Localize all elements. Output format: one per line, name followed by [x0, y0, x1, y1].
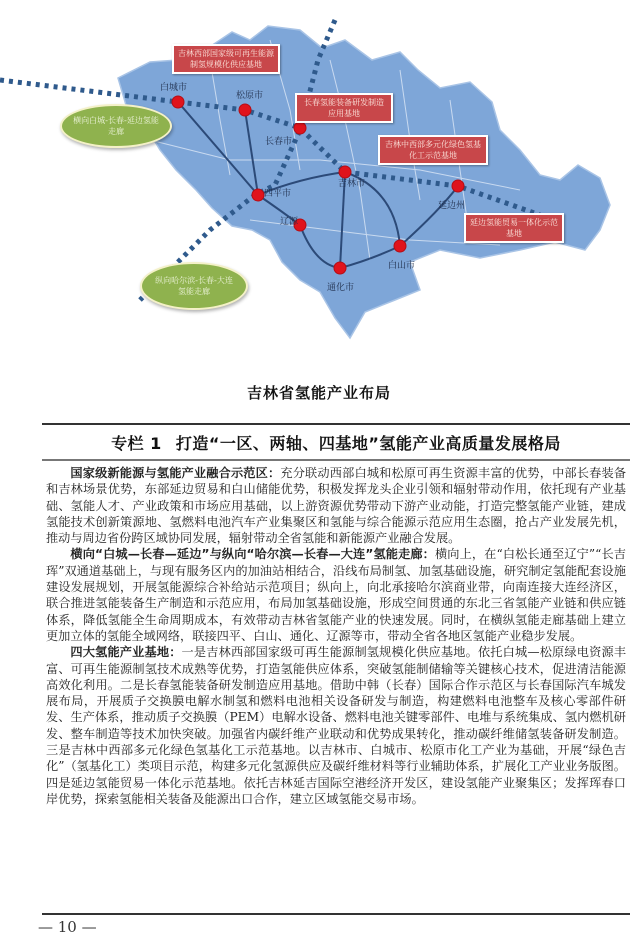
city-label-changchun: 长春市	[265, 137, 293, 147]
hydrogen-layout-map	[0, 0, 638, 370]
box-title: 打造“一区、两轴、四基地”氢能产业高质量发展格局	[175, 433, 561, 453]
paragraph-four-bases	[46, 644, 626, 807]
city-label-tonghua: 通化市	[327, 283, 355, 293]
city-label-siping: 四平市	[264, 189, 292, 199]
paragraph-text: 一是吉林西部国家级可再生能源制氢规模化供应基地。依托白城—松原绿电资源丰富、可再生能源制氢技术成熟等优势，打造氢能供应体系，突破氢能制储输等关键核心技术，促进清洁能源高效化利用。二是长春氢能装备研发制造应用基地。借助中韩（长春）国际合作示范区与长春国际汽车城发展布局，开展质子交换膜电解水制氢和燃料电池相关设备研发与制造，构建燃料电池整车及核心零部件研发、生产体系，推动质子交换膜（PEM）电解水设备、燃料电池关键零部件、电堆与系统集成、氢内燃机研发、整车制造等技术加快突破。加强省内碳纤维产业联动和优势成果转化，推动碳纤维储氢装备研发制造。三是吉林中西部多元化绿色氢基化工示范基地。以吉林市、白城市、松原市化工产业为基础，开展“绿色吉化”（氢基化工）类项目示范，构建多元化氢源供应及碳纤维材料等行业辅助体系，扩展化工产业业务版图。四是延边氢能贸易一体化示范基地。依托吉林延吉国际空港经济开发区，建设氢能产业聚集区；发挥珲春口岸优势，探索氢能相关装备及能源出口合作，建立区域氢能交易市场。	[46, 645, 627, 806]
paragraph-lead: 国家级新能源与氢能产业融合示范区：	[70, 466, 281, 480]
box-header	[42, 425, 630, 461]
city-label-liaoyuan: 辽源	[280, 217, 299, 227]
corridor-vertical-ellipse: 纵向哈尔滨-长春-大连氢能走廊	[140, 262, 248, 310]
figure-caption: 吉林省氢能产业布局	[246, 384, 391, 402]
callout-changchun-base: 长春氢能装备研发制造应用基地	[295, 93, 393, 123]
paragraph-demo-zone	[46, 465, 626, 546]
callout-yanbian-base: 延边氢能贸易一体化示范基地	[464, 213, 564, 243]
jilin-province-map-graphic	[0, 0, 638, 370]
city-label-jilin: 吉林市	[338, 179, 366, 189]
paragraph-text: 充分联动西部白城和松原可再生资源丰富的优势，中部长春装备和吉林场景优势，东部延边贸易和白山储能优势，积极发挥龙头企业引领和辐射带动作用，依托现有产业基础、氢能人才、产业政策和市场应用基础，以上游资源优势带动下游产业动能，打造完整氢能产业链，建成氢能技术创新策源地、氢燃料电池汽车产业集聚区和氢能与综合能源示范应用生态圈，抢占产业发展先机，推动与周边省份跨区域协同发展，辐射带动全省氢能和新能源产业融合发展。	[46, 466, 627, 546]
corridor-horizontal-ellipse: 横向白城-长春-延边氢能走廊	[60, 104, 172, 148]
city-label-baishan: 白山市	[388, 261, 416, 271]
callout-west-base: 吉林西部国家级可再生能源制氢规模化供应基地	[172, 44, 280, 74]
callout-midwest-base: 吉林中西部多元化绿色氢基化工示范基地	[378, 135, 488, 165]
city-label-yanbian: 延边州	[438, 201, 466, 211]
city-label-songyuan: 松原市	[236, 91, 264, 101]
city-label-baicheng: 白城市	[160, 83, 188, 93]
box-label: 专栏 1	[111, 433, 162, 453]
box-body	[42, 461, 630, 807]
paragraph-lead: 横向“白城—长春—延边”与纵向“哈尔滨—长春—大连”氢能走廊：	[70, 547, 435, 562]
paragraph-lead: 四大氢能产业基地：	[70, 645, 182, 660]
paragraph-text: 横向上，在“白松长通至辽宁”“长吉珲”双通道基础上，与现有服务区内的加油站相结合，沿线布局制氢、加氢基础设施，研究制定氢能配套设施建设发展规划，开展氢能源综合补给站示范项目；纵向上，向北承接哈尔滨商业带，向南连接大连经济区，联合推进氢能装备生产制造和示范应用，布局加氢基础设施，形成空间贯通的东北三省氢能产业链和供应链体系，降低氢能全生命周期成本，有效带动吉林省氢能产业的快速发展。同时，在横纵氢能走廊基础上建立更加立体的氢能全域网络，联接四平、白山、通化、辽源等市，带动全省各地区氢能产业稳步发展。	[46, 547, 626, 643]
page-number: — 10 —	[38, 918, 97, 936]
feature-box	[42, 423, 630, 915]
paragraph-corridors	[46, 546, 626, 644]
